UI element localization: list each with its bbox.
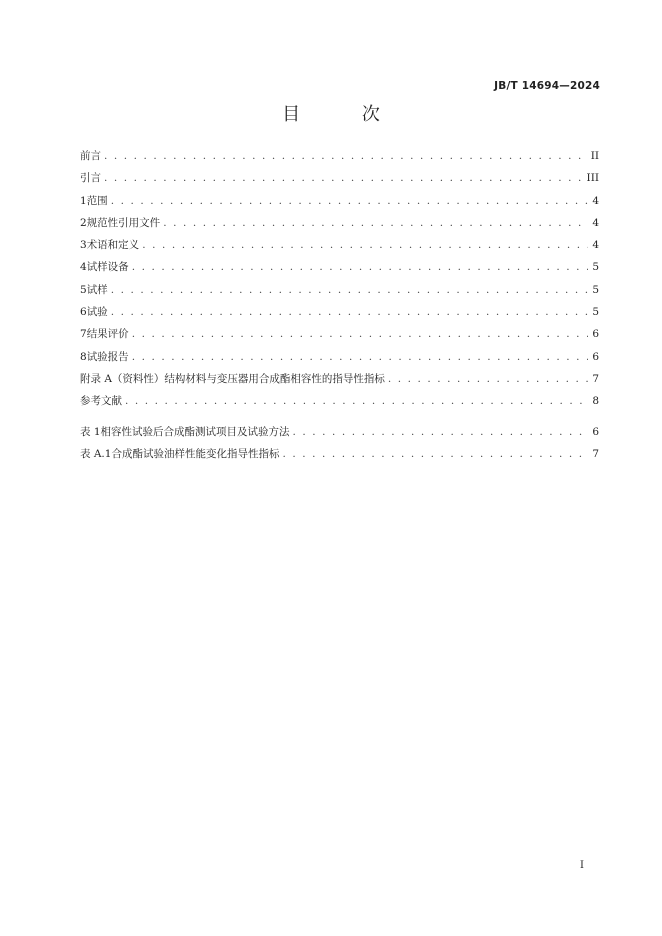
toc-entry-label: 规范性引用文件 [86, 216, 161, 229]
toc-entry-page: 5 [592, 283, 599, 296]
dot-leader [111, 195, 588, 207]
toc-entry-page: 4 [592, 216, 599, 229]
toc-entry-label: 结果评价 [86, 328, 129, 341]
table-of-contents [80, 148, 599, 416]
toc-entry-terms-definitions[interactable] [80, 237, 599, 259]
toc-entry-number: 3 [80, 239, 87, 252]
toc-entry-number: 1 [80, 194, 87, 207]
toc-entry-page: 6 [592, 426, 599, 438]
toc-entry-table-1[interactable] [80, 424, 599, 446]
toc-entry-number: 2 [80, 216, 87, 229]
toc-entry-scope[interactable] [80, 193, 599, 215]
toc-entry-number: 7 [80, 328, 87, 341]
toc-entry-page: 7 [592, 448, 599, 461]
toc-entry-specimen[interactable] [80, 282, 599, 304]
dot-leader [125, 395, 588, 407]
toc-entry-label: 相容性试验后合成酯测试项目及试验方法 [100, 426, 290, 438]
toc-entry-number: 附录 A（资料性） [80, 372, 165, 385]
toc-entry-number: 8 [80, 350, 87, 363]
toc-entry-label: 试验 [86, 306, 108, 319]
toc-entry-introduction[interactable] [80, 170, 599, 192]
toc-entry-page: II [590, 150, 599, 162]
toc-entry-page: 6 [592, 350, 599, 363]
toc-entry-appendix-a[interactable] [80, 371, 599, 393]
toc-entry-number: 5 [80, 283, 87, 296]
dot-leader [132, 351, 588, 363]
toc-entry-label: 试样设备 [86, 261, 129, 274]
toc-entry-number: 表 A.1 [80, 448, 112, 461]
toc-entry-foreword[interactable] [80, 148, 599, 170]
toc-entry-page: 8 [592, 395, 599, 408]
toc-entry-table-a1[interactable] [80, 446, 599, 468]
toc-entry-page: III [586, 172, 599, 185]
toc-entry-label: 试验报告 [86, 350, 129, 363]
toc-entry-number: 6 [80, 306, 87, 319]
toc-entry-page: 7 [592, 372, 599, 385]
dot-leader [293, 426, 588, 438]
dot-leader [142, 239, 588, 251]
toc-entry-page: 4 [592, 194, 599, 207]
dot-leader [132, 261, 588, 273]
toc-entry-label: 前言 [80, 150, 101, 162]
toc-entry-test-equipment[interactable] [80, 259, 599, 281]
toc-entry-normative-references[interactable] [80, 215, 599, 237]
toc-entry-result-evaluation[interactable] [80, 326, 599, 348]
dot-leader [111, 284, 588, 296]
dot-leader [282, 448, 588, 460]
standard-number: JB/T 14694—2024 [494, 80, 600, 92]
dot-leader [111, 306, 588, 318]
dot-leader [104, 150, 588, 162]
toc-entry-label: 试样 [86, 283, 108, 296]
toc-entry-label: 术语和定义 [86, 239, 140, 252]
dot-leader [132, 328, 588, 340]
toc-title: 目 次 [282, 104, 408, 125]
toc-entry-page: 5 [592, 306, 599, 319]
toc-entry-number: 4 [80, 261, 87, 274]
toc-entry-label: 范围 [86, 194, 108, 207]
dot-leader [388, 373, 588, 385]
toc-entry-page: 4 [592, 239, 599, 252]
toc-entry-label: 合成酯试验油样性能变化指导性指标 [111, 448, 280, 461]
toc-entry-number: 表 1 [80, 426, 101, 438]
toc-entry-page: 6 [592, 328, 599, 341]
toc-entry-label: 结构材料与变压器用合成酯相容性的指导性指标 [164, 372, 385, 385]
dot-leader [104, 172, 584, 184]
toc-entry-bibliography[interactable] [80, 393, 599, 415]
list-of-tables [80, 424, 599, 469]
toc-entry-test[interactable] [80, 304, 599, 326]
toc-entry-test-report[interactable] [80, 349, 599, 371]
toc-entry-page: 5 [592, 261, 599, 274]
page-number: I [580, 860, 584, 871]
toc-entry-label: 引言 [80, 172, 101, 185]
dot-leader [163, 217, 588, 229]
toc-entry-label: 参考文献 [80, 395, 122, 408]
